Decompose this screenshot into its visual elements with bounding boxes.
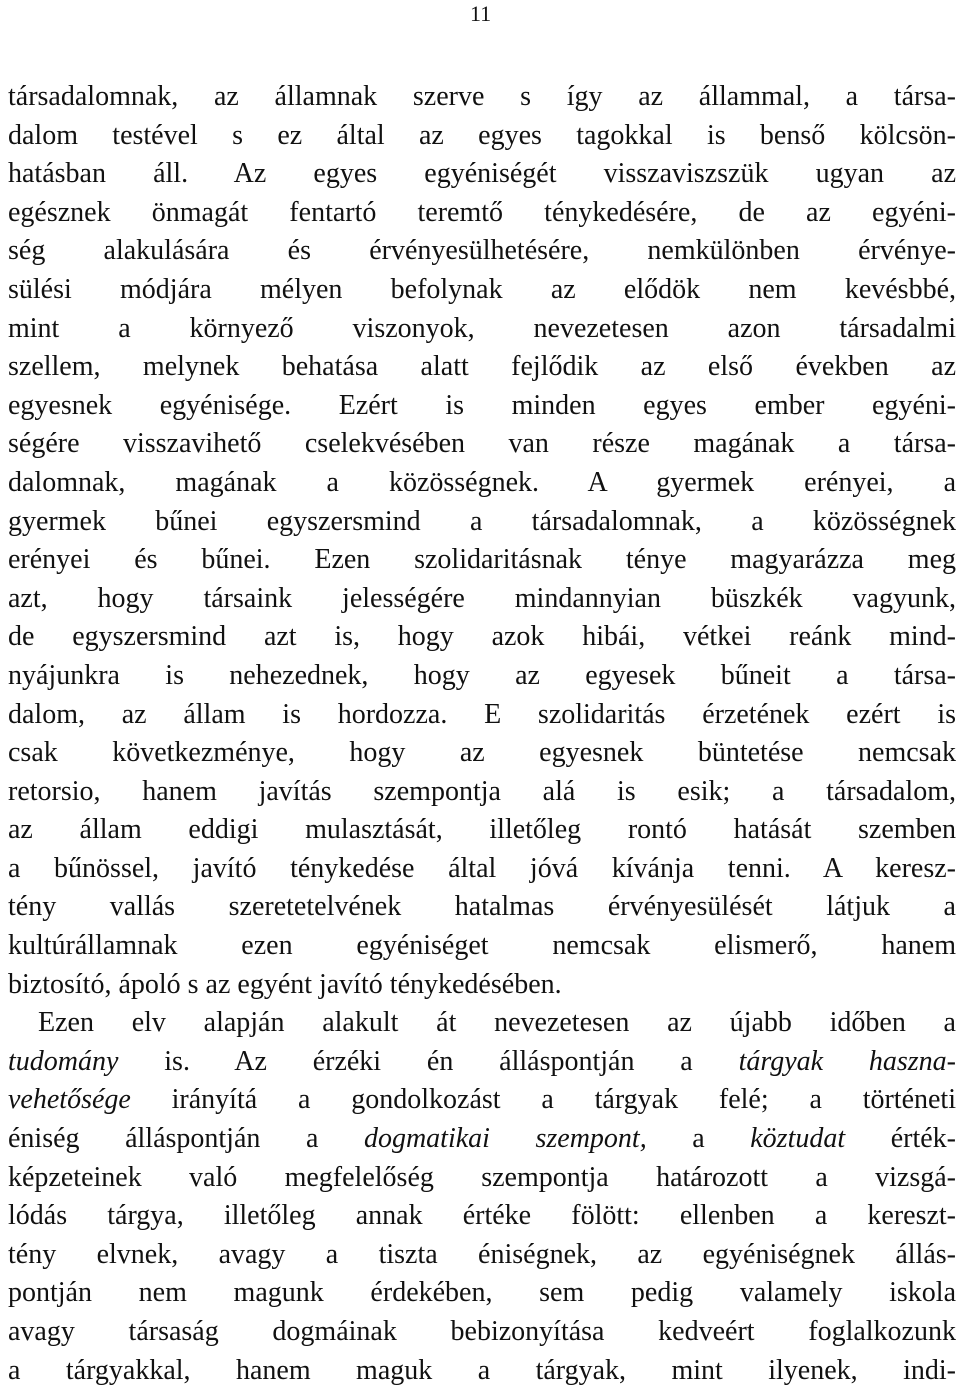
text-line (8, 271, 956, 310)
text-segment: sülési módjára mélyen befolynak az elődök nem kevésbbé, (8, 273, 956, 305)
text-line (8, 117, 956, 156)
text-line (8, 1274, 956, 1313)
italic-text-segment: köztudat (750, 1123, 846, 1155)
page-number: 11 (470, 1, 492, 26)
text-segment: pontján nem magunk érdekében, sem pedig valamely iskola (8, 1277, 956, 1309)
text-line (8, 696, 956, 735)
text-line (8, 1197, 956, 1236)
text-line (8, 310, 956, 349)
text-line (8, 580, 956, 619)
text-line (8, 503, 956, 542)
text-line (8, 387, 956, 426)
text-line (8, 194, 956, 233)
text-segment: retorsio, hanem javítás szempontja alá is esik; a társadalom, (8, 775, 956, 807)
text-line (8, 1120, 956, 1159)
italic-text-segment: tárgyak haszna- (738, 1045, 956, 1077)
text-segment: társadalomnak, az államnak szerve s így az állammal, a társa- (8, 81, 956, 112)
text-segment: egyesnek egyénisége. Ezért is minden egyes ember egyéni- (8, 389, 956, 421)
text-segment: egésznek önmagát fentartó teremtő ténykedésére, de az egyéni- (8, 196, 956, 228)
text-segment: de egyszersmind azt is, hogy azok hibái, vétkei reánk mind- (8, 621, 956, 653)
text-line (8, 1081, 956, 1120)
text-segment: tény elvnek, avagy a tiszta éniségnek, az egyéniségnek állás- (8, 1238, 956, 1270)
text-segment: képzeteinek való megfelelőség szempontja határozott a vizsgá- (8, 1161, 956, 1193)
text-line (8, 850, 956, 889)
text-line (8, 927, 956, 966)
text-line (8, 78, 956, 117)
text-segment: irányítá a gondolkozást a tárgyak felé; a történeti (130, 1084, 956, 1116)
text-segment: éniség álláspontján a (8, 1123, 364, 1155)
text-line (8, 1004, 956, 1043)
text-segment: hatásban áll. Az egyes egyéniségét visszaviszszük ugyan az (8, 158, 956, 190)
text-line (8, 888, 956, 927)
text-segment: biztosító, ápoló s az egyént javító ténykedésében. (8, 968, 562, 1000)
text-segment: az állam eddigi mulasztását, illetőleg rontó hatását szemben (8, 814, 956, 846)
text-line (8, 657, 956, 696)
text-segment: azt, hogy társaink jelességére mindannyian büszkék vagyunk, (8, 582, 956, 614)
text-segment: nyájunkra is nehezednek, hogy az egyesek bűneit a társa- (8, 659, 956, 691)
text-segment: kultúrállamnak ezen egyéniséget nemcsak elismerő, hanem (8, 930, 956, 962)
text-segment: tény vallás szeretetelvének hatalmas érvényesülését látjuk a (8, 891, 956, 923)
text-segment: dalomnak, magának a közösségnek. A gyermek erényei, a (8, 466, 956, 498)
text-segment: Ezen elv alapján alakult át nevezetesen az újabb időben a (38, 1007, 956, 1039)
text-line (8, 734, 956, 773)
italic-text-segment: tudomány (8, 1045, 119, 1077)
text-line (8, 618, 956, 657)
text-segment: csak következménye, hogy az egyesnek büntetése nemcsak (8, 737, 956, 769)
text-segment: a bűnössel, javító ténykedése által jóvá kívánja tenni. A keresz- (8, 852, 956, 884)
text-segment: lódás tárgya, illetőleg annak értéke fölött: ellenben a kereszt- (8, 1200, 956, 1232)
text-segment: mint a környező viszonyok, nevezetesen azon társadalmi (8, 312, 956, 344)
text-segment: avagy társaság dogmáinak bebizonyítása kedveért foglalkozunk (8, 1316, 956, 1347)
italic-text-segment: vehetősége (8, 1084, 131, 1116)
text-segment: ség alakulására és érvényesülhetésére, nemkülönben érvénye- (8, 235, 956, 267)
text-line (8, 773, 956, 812)
text-segment: is. Az érzéki én álláspontján a (118, 1045, 739, 1077)
text-segment: ségére visszavihető cselekvésében van része magának a társa- (8, 428, 956, 460)
text-line (8, 1236, 956, 1275)
text-segment: dalom testével s ez által az egyes tagokkal is benső kölcsön- (8, 119, 956, 151)
italic-text-segment: dogmatikai szempont, (363, 1123, 647, 1155)
text-line (8, 966, 956, 1005)
text-segment: dalom, az állam is hordozza. E szolidaritás érzetének ezért is (8, 698, 956, 730)
text-line (8, 1043, 956, 1082)
text-segment: erényei és bűnei. Ezen szolidaritásnak ténye magyarázza meg (8, 544, 956, 576)
text-line (8, 232, 956, 271)
text-line (8, 1352, 956, 1391)
text-line (8, 348, 956, 387)
text-line (8, 1159, 956, 1198)
body-text (8, 78, 956, 1390)
text-line (8, 1313, 956, 1352)
text-line (8, 464, 956, 503)
text-line (8, 541, 956, 580)
text-segment: szellem, melynek behatása alatt fejlődik az első években az (8, 351, 956, 383)
text-segment: gyermek bűnei egyszersmind a társadalomnak, a közösségnek (8, 505, 956, 537)
text-line (8, 155, 956, 194)
text-line (8, 425, 956, 464)
text-line (8, 811, 956, 850)
text-segment: a tárgyakkal, hanem maguk a tárgyak, mint ilyenek, indi- (8, 1354, 956, 1386)
text-segment: a (646, 1123, 751, 1155)
text-segment: érték- (845, 1123, 956, 1155)
